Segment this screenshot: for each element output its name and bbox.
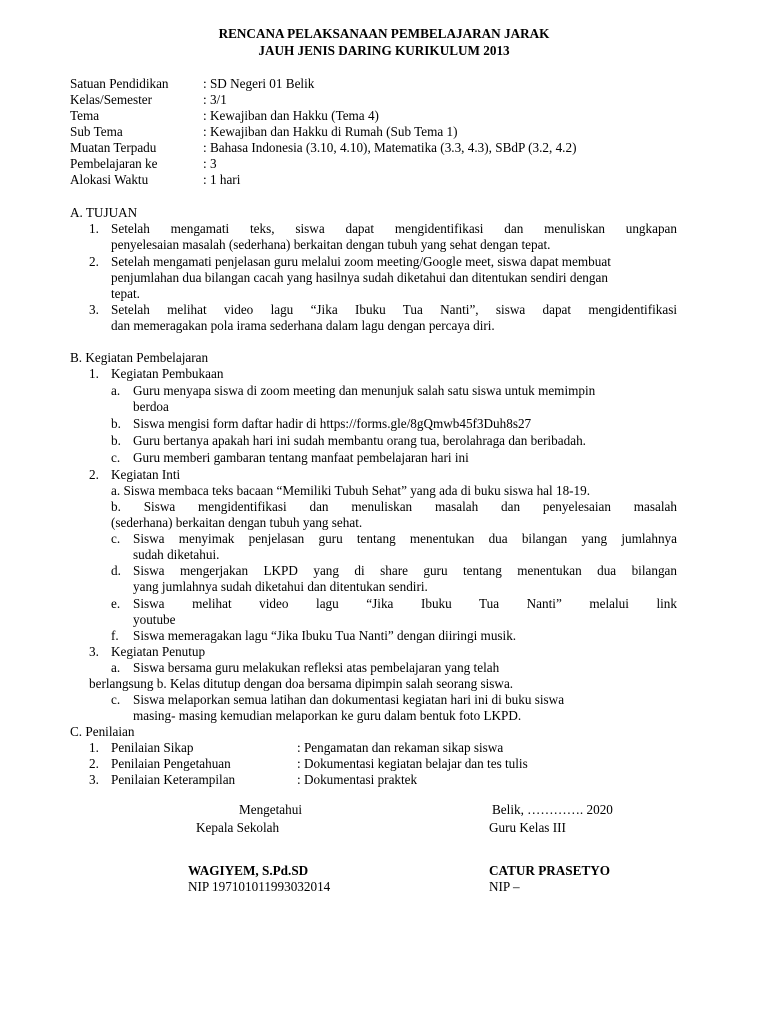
signature-left-name: WAGIYEM, S.Pd.SD xyxy=(188,863,309,878)
list-item-text: Guru menyapa siswa di zoom meeting dan menunjuk salah satu siswa untuk memimpin xyxy=(133,383,596,398)
list-number: 2. xyxy=(89,467,99,482)
list-item-text: Guru bertanya apakah hari ini sudah membantu orang tua, berolahraga dan beribadah. xyxy=(133,433,586,448)
identity-label: Alokasi Waktu xyxy=(70,172,149,187)
list-number: 2. xyxy=(89,254,99,269)
section-a-heading: A. TUJUAN xyxy=(70,205,138,220)
signature-right-role: Guru Kelas III xyxy=(489,820,566,835)
list-item-text: a. Siswa membaca teks bacaan “Memiliki Tubuh Sehat” yang ada di buku siswa hal 18-19. xyxy=(111,483,591,498)
identity-value: : 1 hari xyxy=(203,172,241,187)
list-item-text: dan memeragakan pola irama sederhana dalam lagu dengan percaya diri. xyxy=(111,318,495,333)
list-letter: c. xyxy=(111,450,121,465)
subsection-title: Kegiatan Inti xyxy=(111,467,181,482)
list-number: 3. xyxy=(89,644,99,659)
identity-label: Tema xyxy=(70,108,100,123)
list-item-text: masing- masing kemudian melaporkan ke guru dalam bentuk foto LKPD. xyxy=(133,708,522,723)
list-letter: c. xyxy=(111,692,121,707)
list-item-text: berdoa xyxy=(133,399,169,414)
signature-left-caption: Mengetahui xyxy=(239,802,302,817)
list-item-text: berlangsung b. Kelas ditutup dengan doa bersama dipimpin salah seorang siswa. xyxy=(89,676,514,691)
signature-right-name: CATUR PRASETYO xyxy=(489,863,611,878)
identity-label: Sub Tema xyxy=(70,124,123,139)
doc-title-line-2: JAUH JENIS DARING KURIKULUM 2013 xyxy=(258,43,510,58)
identity-label: Kelas/Semester xyxy=(70,92,153,107)
identity-value: : 3/1 xyxy=(203,92,227,107)
list-item-text: Setelah mengamati teks, siswa dapat mengidentifikasi dan menuliskan ungkapan xyxy=(111,221,677,236)
assessment-value: : Dokumentasi praktek xyxy=(297,772,418,787)
list-item-text: Siswa mengisi form daftar hadir di https://forms.gle/8gQmwb45f3Duh8s27 xyxy=(133,416,532,431)
section-b-heading: B. Kegiatan Pembelajaran xyxy=(70,350,209,365)
list-item-text: Setelah melihat video lagu “Jika Ibuku Tua Nanti”, siswa dapat mengidentifikasi xyxy=(111,302,677,317)
doc-title-line-1: RENCANA PELAKSANAAN PEMBELAJARAN JARAK xyxy=(218,26,550,41)
assessment-label: Penilaian Sikap xyxy=(111,740,194,755)
list-letter: a. xyxy=(111,383,121,398)
signature-right-place-date: Belik, …………. 2020 xyxy=(492,802,613,817)
list-item-text: Siswa melaporkan semua latihan dan dokumentasi kegiatan hari ini di buku siswa xyxy=(133,692,565,707)
list-item-text: Siswa mengerjakan LKPD yang di share guru tentang menentukan dua bilangan xyxy=(133,563,677,578)
subsection-title: Kegiatan Penutup xyxy=(111,644,206,659)
assessment-value: : Pengamatan dan rekaman sikap siswa xyxy=(297,740,504,755)
list-number: 2. xyxy=(89,756,99,771)
list-letter: b. xyxy=(111,416,121,431)
list-item-text: youtube xyxy=(133,612,176,627)
list-number: 3. xyxy=(89,302,99,317)
assessment-value: : Dokumentasi kegiatan belajar dan tes tulis xyxy=(297,756,528,771)
list-number: 1. xyxy=(89,740,99,755)
list-number: 1. xyxy=(89,366,99,381)
list-letter: f. xyxy=(111,628,119,643)
signature-left-nip: NIP 197101011993032014 xyxy=(188,879,331,894)
assessment-label: Penilaian Keterampilan xyxy=(111,772,236,787)
list-item-text: b. Siswa mengidentifikasi dan menuliskan masalah dan penyelesaian masalah xyxy=(111,499,677,514)
identity-label: Muatan Terpadu xyxy=(70,140,157,155)
list-item-text: Siswa melihat video lagu “Jika Ibuku Tua Nanti” melalui link xyxy=(133,596,677,611)
list-item-text: Guru memberi gambaran tentang manfaat pembelajaran hari ini xyxy=(133,450,469,465)
list-number: 1. xyxy=(89,221,99,236)
list-letter: a. xyxy=(111,660,121,675)
identity-value: : Kewajiban dan Hakku di Rumah (Sub Tema 1) xyxy=(203,124,458,139)
list-item-text: (sederhana) berkaitan dengan tubuh yang sehat. xyxy=(111,515,363,530)
signature-right-nip: NIP – xyxy=(489,879,520,894)
list-number: 3. xyxy=(89,772,99,787)
identity-value: : SD Negeri 01 Belik xyxy=(203,76,315,91)
list-item-text: yang jumlahnya sudah diketahui dan ditentukan sendiri. xyxy=(133,579,428,594)
assessment-label: Penilaian Pengetahuan xyxy=(111,756,231,771)
identity-value: : Kewajiban dan Hakku (Tema 4) xyxy=(203,108,379,123)
list-item-text: sudah diketahui. xyxy=(133,547,220,562)
list-letter: d. xyxy=(111,563,121,578)
list-item-text: Siswa memeragakan lagu “Jika Ibuku Tua Nanti” dengan diiringi musik. xyxy=(133,628,517,643)
subsection-title: Kegiatan Pembukaan xyxy=(111,366,224,381)
list-item-text: tepat. xyxy=(111,286,140,301)
list-item-text: Setelah mengamati penjelasan guru melalui zoom meeting/Google meet, siswa dapat membuat xyxy=(111,254,611,269)
identity-label: Pembelajaran ke xyxy=(70,156,158,171)
identity-label: Satuan Pendidikan xyxy=(70,76,169,91)
list-letter: e. xyxy=(111,596,121,611)
section-c-heading: C. Penilaian xyxy=(70,724,135,739)
signature-left-role: Kepala Sekolah xyxy=(196,820,280,835)
list-letter: b. xyxy=(111,433,121,448)
identity-value: : 3 xyxy=(203,156,217,171)
list-item-text: Siswa bersama guru melakukan refleksi atas pembelajaran yang telah xyxy=(133,660,500,675)
list-item-text: Siswa menyimak penjelasan guru tentang menentukan dua bilangan yang jumlahnya xyxy=(133,531,677,546)
list-item-text: penyelesaian masalah (sederhana) berkaitan dengan tubuh yang sehat dengan tepat. xyxy=(111,237,551,252)
list-item-text: penjumlahan dua bilangan cacah yang hasilnya sudah diketahui dan ditentukan sendiri dengan xyxy=(111,270,608,285)
list-letter: c. xyxy=(111,531,121,546)
identity-value: : Bahasa Indonesia (3.10, 4.10), Matematika (3.3, 4.3), SBdP (3.2, 4.2) xyxy=(203,140,577,155)
